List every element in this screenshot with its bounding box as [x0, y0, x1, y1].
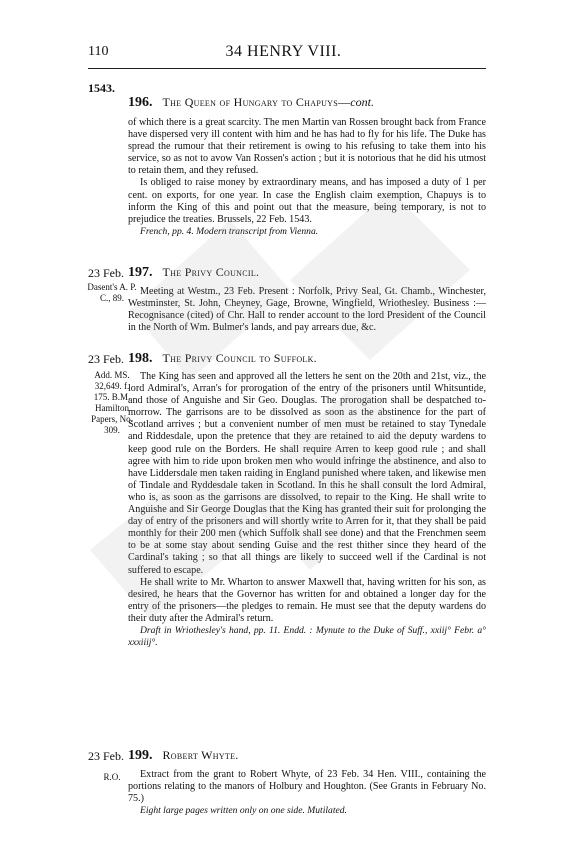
page-number: 110 [88, 44, 109, 59]
entry-198-body [128, 371, 486, 649]
entry-197-margin-ref: Dasent's A. P. C., 89. [87, 282, 137, 303]
entry-number: 196. [128, 95, 153, 110]
entry-number: 197. [128, 265, 153, 280]
entry-196-heading [128, 95, 374, 111]
entry-199-date: 23 Feb. [88, 749, 124, 763]
paragraph: Extract from the grant to Robert Whyte, of 23 Feb. 34 Hen. VIII., containing the portions relating to the manors of Holbury and Houghton. (See Grants in February No. 75.) [128, 769, 486, 805]
header-rule [88, 68, 486, 69]
source-note: French, pp. 4. Modern transcript from Vienna. [140, 225, 319, 237]
entry-number: 198. [128, 351, 153, 366]
entry-199-margin-ref: R.O. [103, 772, 121, 782]
entry-title: The Privy Council. [162, 265, 260, 279]
entry-title: The Queen of Hungary to Chapuys— [162, 95, 351, 109]
entry-198-heading [128, 351, 317, 367]
entry-number: 199. [128, 748, 153, 763]
entry-title-suffix: cont. [350, 95, 374, 109]
running-title: 34 HENRY VIII. [225, 43, 342, 60]
source-note: Eight large pages written only on one side. Mutilated. [140, 805, 347, 817]
paragraph: Meeting at Westm., 23 Feb. Present : Norfolk, Privy Seal, Gt. Chamb., Winchester, Westminster, St. John, Cheyney, Gage, Browne, Wingfield, Wriothesley. Business :—Recognisance (cited) of Chr. Hall to render account to the lord President of the Council in the North of Wm. Bulmer's lands, and pay arrears due, &c. [128, 286, 486, 334]
entry-title: The Privy Council to Suffolk. [162, 351, 317, 365]
entry-199-heading [128, 748, 239, 764]
year-label: 1543. [88, 81, 115, 95]
entry-198-margin-ref: Add. MS. 32,649. f. 175. B.M. Hamilton Papers, No. 309. [91, 370, 133, 435]
paragraph: of which there is a great scarcity. The men Martin van Rossen brought back from France have dispersed very ill content with him and he has had to fly for his life. The Duke has spread the rumour that their retirement is owing to his refusing to take them into his service, so as not to avow Van Rossen's action ; but it is notorious that he did his utmost to retain them, and they refused. [128, 117, 486, 177]
entry-197-date: 23 Feb. [88, 266, 124, 280]
paragraph: Is obliged to raise money by extraordinary means, and has imposed a duty of 1 per cent. on exports, for one year. In case the English claim exemption, Chapuys is to inform the King of this and point out that the measure, being temporary, is not to prejudice the treaties. Brussels, 22 Feb. 1543. [128, 177, 486, 225]
entry-197-body [128, 286, 486, 334]
entry-199-body [128, 769, 486, 817]
entry-198-date: 23 Feb. [88, 352, 124, 366]
paragraph: He shall write to Mr. Wharton to answer Maxwell that, having written for his son, as desired, he hears that the Governor has written for and obtained a longer day for the entry of the prisoners—the pledges to remain. He must see that the deputy wardens do their duty after the Admiral's return. [128, 576, 486, 624]
entry-title: Robert Whyte. [162, 748, 239, 762]
entry-197-heading [128, 265, 259, 281]
entry-196-body [128, 117, 486, 238]
paragraph: The King has seen and approved all the letters he sent on the 20th and 21st, viz., the lord Admiral's, Arran's for prorogation of the entry of the prisoners until Whitsuntide, and those of Anguishe and Sir Geo. Douglas. The prorogation shall be despatched to-morrow. The garrisons are to be dissolved as soon as the abstinence for the part of Scotland arrives ; but a convenient number of men must be retained to stay Tynedale and Riddesdale, upon the pretence that they are retained to aid the deputy wardens to keep good rule on the Borders. He shall require Arren to keep good rule ; and shall agree with him to ride upon broken men who would infringe the abstinence, and also to have Liddersdale men taken raiding in England punished where taken, and likewise men of Tindale and Ryddesdale taken in Scotland. In this he shall consult the lord Admiral, who is, as soon as the garrisons are dissolved, to repair to the King. He shall write to Anguishe and Sir George Douglas that the King has granted their suit for prolonging the day of entry of the prisoners and will shortly write to Arren for it, that they shall be paid monthly for their 200 men (which Suffolk shall see done) and that the Frenchmen seem to be at some stay about sending Guise and the rest thither since they heard of the Cardinal's taking ; so that all things are likely to succeed well if the Cardinal is not suffered to escape. [128, 371, 486, 576]
source-note: Draft in Wriothesley's hand, pp. 11. Endd. : Mynute to the Duke of Suff., xxiij° Febr. a° xxxiiij°. [128, 624, 486, 649]
